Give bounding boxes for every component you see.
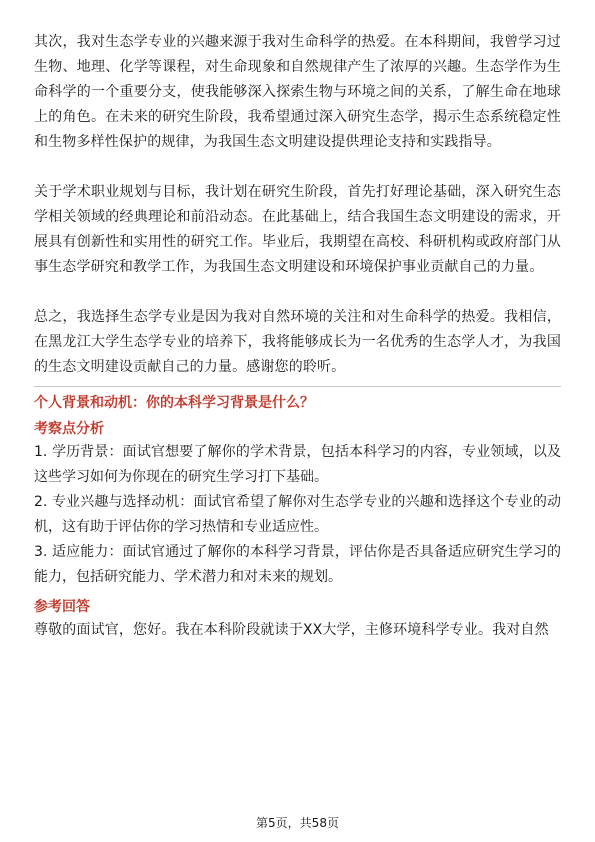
analysis-heading: 考察点分析 bbox=[34, 421, 104, 437]
analysis-item-adaptability: 3. 适应能力：面试官通过了解你的本科学习背景，评估你是否具备适应研究生学习的能力，包括研究能力、学术潜力和对未来的规划。 bbox=[34, 544, 561, 585]
paragraph-career-plan: 关于学术职业规划与目标，我计划在研究生阶段，首先打好理论基础，深入研究生态学相关领域的经典理论和前沿动态。在此基础上，结合我国生态文明建设的需求，开展具有创新性和实用性的研究工作。毕业后，我期望在高校、科研机构或政府部门从事生态学研究和教学工作，为我国生态文明建设和环境保护事业贡献自己的力量。 bbox=[34, 184, 561, 275]
paragraph-conclusion: 总之，我选择生态学专业是因为我对自然环境的关注和对生命科学的热爱。我相信，在黑龙江大学生态学专业的培养下，我将能够成长为一名优秀的生态学人才，为我国的生态文明建设贡献自己的力量。感谢您的聆听。 bbox=[34, 309, 561, 375]
section-divider bbox=[34, 386, 561, 387]
paragraph-gap bbox=[34, 155, 561, 180]
page-number-footer: 第5页，共58页 bbox=[256, 816, 339, 830]
paragraph-interest: 其次，我对生态学专业的兴趣来源于我对生命科学的热爱。在本科期间，我曾学习过生物、地理、化学等课程，对生命现象和自然规律产生了浓厚的兴趣。生态学作为生命科学的一个重要分支，使我能够深入探索生物与环境之间的关系，了解生命在地球上的角色。在未来的研究生阶段，我希望通过深入研究生态学，揭示生态系统稳定性和生物多样性保护的规律，为我国生态文明建设提供理论支持和实践指导。 bbox=[34, 34, 561, 150]
question-title: 个人背景和动机：你的本科学习背景是什么？ bbox=[34, 395, 314, 411]
answer-heading: 参考回答 bbox=[34, 599, 90, 615]
analysis-item-education: 1. 学历背景：面试官想要了解你的学术背景，包括本科学习的内容，专业领域，以及这些学习如何为你现在的研究生学习打下基础。 bbox=[34, 444, 561, 485]
document-page bbox=[34, 30, 561, 643]
analysis-item-motivation: 2. 专业兴趣与选择动机：面试官希望了解你对生态学专业的兴趣和选择这个专业的动机，这有助于评估你的学习热情和专业适应性。 bbox=[34, 494, 561, 535]
answer-text: 尊敬的面试官，您好。我在本科阶段就读于XX大学，主修环境科学专业。我对自然 bbox=[34, 622, 549, 638]
paragraph-gap bbox=[34, 280, 561, 305]
